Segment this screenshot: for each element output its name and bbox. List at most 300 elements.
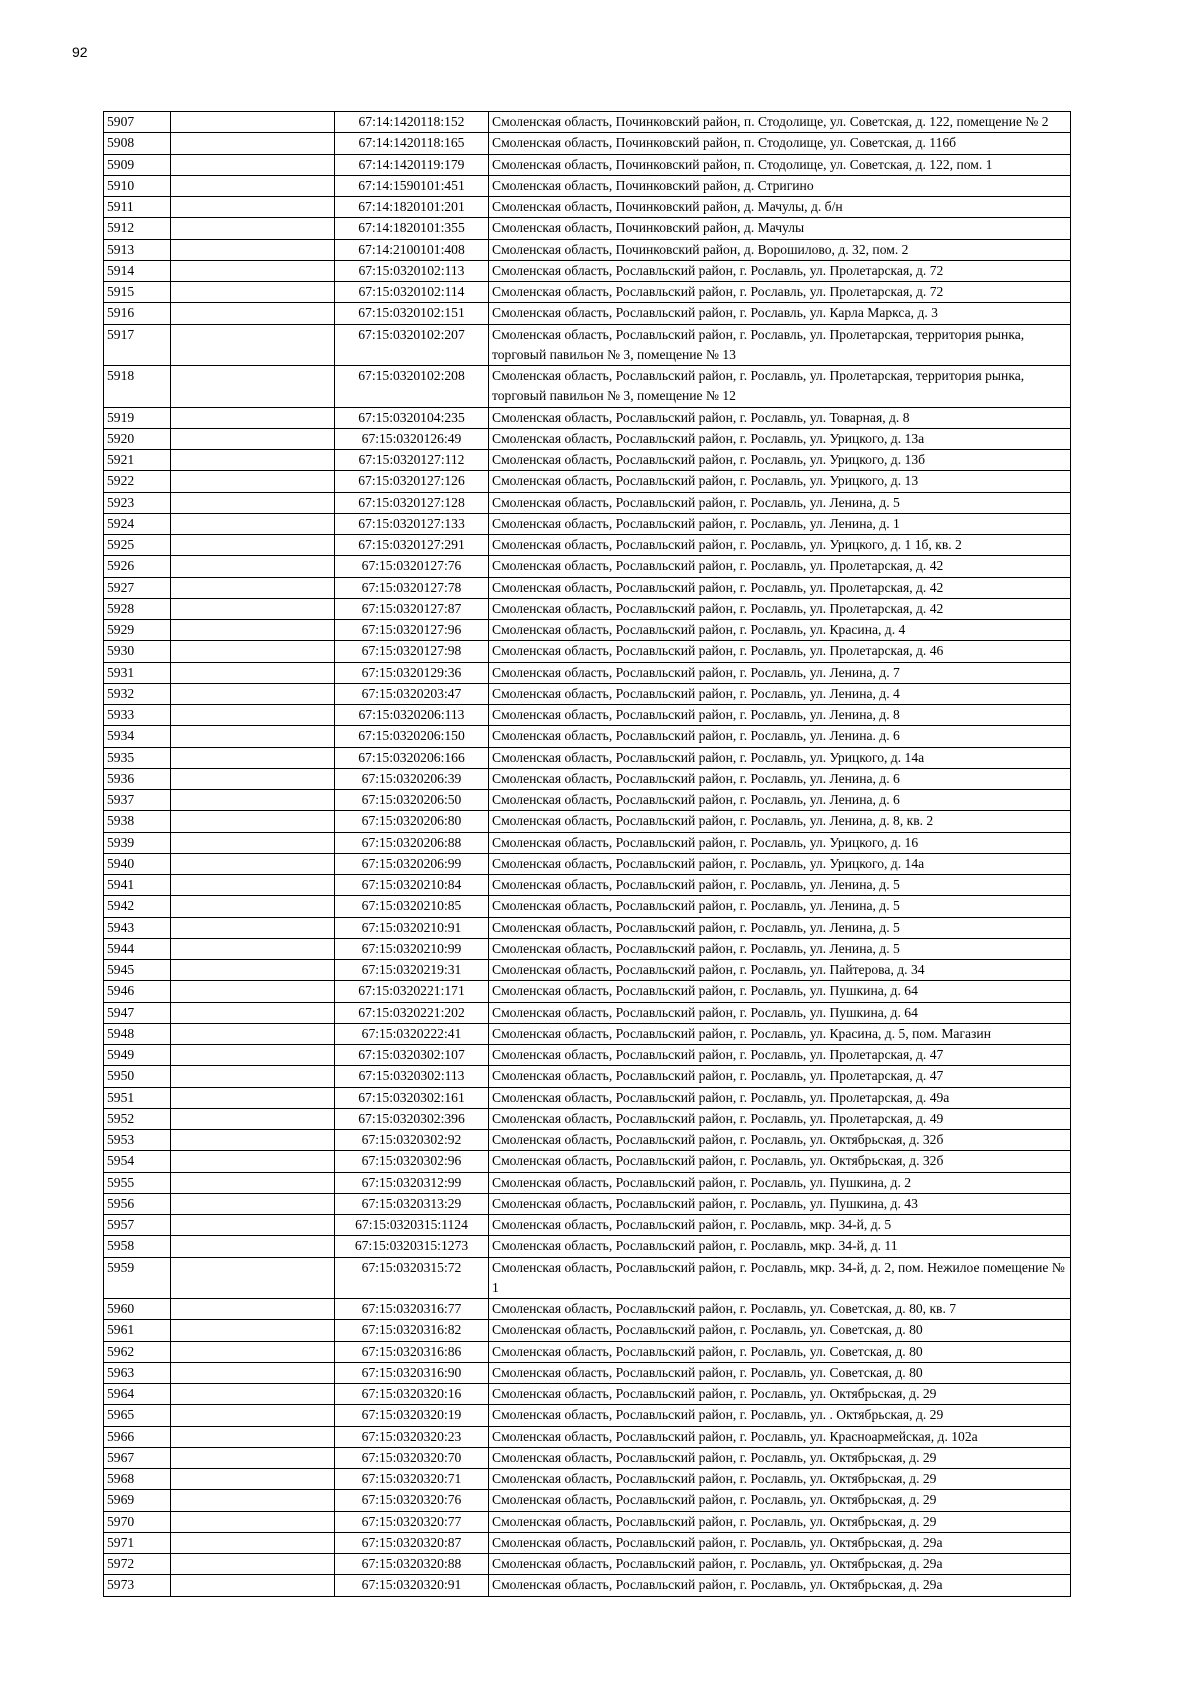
empty-cell (171, 175, 335, 196)
cadastral-number-cell: 67:15:0320206:150 (335, 726, 489, 747)
address-cell: Смоленская область, Рославльский район, г. Рославль, ул. Советская, д. 80, кв. 7 (489, 1299, 1071, 1320)
table-row (104, 1130, 1071, 1151)
table-row (104, 1405, 1071, 1426)
row-number-cell: 5928 (104, 598, 171, 619)
table-row (104, 1320, 1071, 1341)
empty-cell (171, 1236, 335, 1257)
cadastral-number-cell: 67:15:0320313:29 (335, 1193, 489, 1214)
table-row (104, 726, 1071, 747)
address-cell: Смоленская область, Рославльский район, г. Рославль, ул. Пушкина, д. 2 (489, 1172, 1071, 1193)
table-row (104, 535, 1071, 556)
table-row (104, 1511, 1071, 1532)
address-cell: Смоленская область, Рославльский район, г. Рославль, ул. Товарная, д. 8 (489, 407, 1071, 428)
cadastral-number-cell: 67:14:1420118:152 (335, 112, 489, 133)
table-row (104, 239, 1071, 260)
table-row (104, 1066, 1071, 1087)
table-row (104, 832, 1071, 853)
empty-cell (171, 1341, 335, 1362)
empty-cell (171, 1045, 335, 1066)
address-cell: Смоленская область, Рославльский район, г. Рославль, ул. Пролетарская, д. 42 (489, 556, 1071, 577)
row-number-cell: 5925 (104, 535, 171, 556)
address-cell: Смоленская область, Рославльский район, г. Рославль, ул. . Октябрьская, д. 29 (489, 1405, 1071, 1426)
row-number-cell: 5945 (104, 960, 171, 981)
address-cell: Смоленская область, Рославльский район, г. Рославль, ул. Октябрьская, д. 29а (489, 1554, 1071, 1575)
empty-cell (171, 450, 335, 471)
row-number-cell: 5960 (104, 1299, 171, 1320)
empty-cell (171, 768, 335, 789)
table-row (104, 471, 1071, 492)
address-cell: Смоленская область, Рославльский район, г. Рославль, ул. Октябрьская, д. 29а (489, 1575, 1071, 1596)
table-row (104, 112, 1071, 133)
cadastral-number-cell: 67:15:0320210:84 (335, 875, 489, 896)
row-number-cell: 5973 (104, 1575, 171, 1596)
row-number-cell: 5932 (104, 683, 171, 704)
table-row (104, 450, 1071, 471)
table-row (104, 1215, 1071, 1236)
table-row (104, 407, 1071, 428)
row-number-cell: 5930 (104, 641, 171, 662)
empty-cell (171, 1362, 335, 1383)
table-row (104, 1087, 1071, 1108)
row-number-cell: 5929 (104, 620, 171, 641)
cadastral-number-cell: 67:15:0320206:166 (335, 747, 489, 768)
row-number-cell: 5935 (104, 747, 171, 768)
empty-cell (171, 1130, 335, 1151)
table-row (104, 1341, 1071, 1362)
table-row (104, 1257, 1071, 1299)
cadastral-number-cell: 67:15:0320221:202 (335, 1002, 489, 1023)
row-number-cell: 5927 (104, 577, 171, 598)
table-row (104, 1447, 1071, 1468)
empty-cell (171, 1384, 335, 1405)
empty-cell (171, 1575, 335, 1596)
address-cell: Смоленская область, Починковский район, д. Мачулы, д. б/н (489, 197, 1071, 218)
address-cell: Смоленская область, Рославльский район, г. Рославль, ул. Октябрьская, д. 29 (489, 1511, 1071, 1532)
address-cell: Смоленская область, Рославльский район, г. Рославль, ул. Пролетарская, д. 72 (489, 260, 1071, 281)
cadastral-number-cell: 67:15:0320129:36 (335, 662, 489, 683)
address-cell: Смоленская область, Рославльский район, г. Рославль, ул. Урицкого, д. 13б (489, 450, 1071, 471)
cadastral-number-cell: 67:15:0320302:92 (335, 1130, 489, 1151)
address-cell: Смоленская область, Рославльский район, г. Рославль, ул. Ленина, д. 5 (489, 938, 1071, 959)
address-cell: Смоленская область, Рославльский район, г. Рославль, ул. Ленина, д. 5 (489, 492, 1071, 513)
row-number-cell: 5924 (104, 513, 171, 534)
cadastral-number-cell: 67:15:0320302:396 (335, 1108, 489, 1129)
address-cell: Смоленская область, Рославльский район, г. Рославль, ул. Пролетарская, д. 42 (489, 577, 1071, 598)
row-number-cell: 5967 (104, 1447, 171, 1468)
row-number-cell: 5953 (104, 1130, 171, 1151)
empty-cell (171, 1087, 335, 1108)
row-number-cell: 5931 (104, 662, 171, 683)
empty-cell (171, 1490, 335, 1511)
table-row (104, 662, 1071, 683)
cadastral-number-cell: 67:15:0320320:19 (335, 1405, 489, 1426)
row-number-cell: 5921 (104, 450, 171, 471)
address-cell: Смоленская область, Рославльский район, г. Рославль, мкр. 34-й, д. 11 (489, 1236, 1071, 1257)
empty-cell (171, 407, 335, 428)
address-cell: Смоленская область, Починковский район, д. Ворошилово, д. 32, пом. 2 (489, 239, 1071, 260)
row-number-cell: 5908 (104, 133, 171, 154)
cadastral-number-cell: 67:15:0320320:88 (335, 1554, 489, 1575)
table-row (104, 513, 1071, 534)
table-row (104, 1532, 1071, 1553)
address-cell: Смоленская область, Рославльский район, г. Рославль, ул. Пролетарская, д. 49 (489, 1108, 1071, 1129)
table-row (104, 577, 1071, 598)
table-row (104, 790, 1071, 811)
address-cell: Смоленская область, Починковский район, п. Стодолище, ул. Советская, д. 116б (489, 133, 1071, 154)
table-row (104, 705, 1071, 726)
table-row (104, 1108, 1071, 1129)
empty-cell (171, 1299, 335, 1320)
address-cell: Смоленская область, Рославльский район, г. Рославль, ул. Октябрьская, д. 29а (489, 1532, 1071, 1553)
empty-cell (171, 662, 335, 683)
table-row (104, 1172, 1071, 1193)
empty-cell (171, 1426, 335, 1447)
empty-cell (171, 513, 335, 534)
cadastral-number-cell: 67:15:0320302:113 (335, 1066, 489, 1087)
empty-cell (171, 1108, 335, 1129)
row-number-cell: 5942 (104, 896, 171, 917)
empty-cell (171, 556, 335, 577)
empty-cell (171, 1193, 335, 1214)
table-row (104, 556, 1071, 577)
table-row (104, 324, 1071, 366)
cadastral-number-cell: 67:15:0320206:39 (335, 768, 489, 789)
empty-cell (171, 598, 335, 619)
row-number-cell: 5959 (104, 1257, 171, 1299)
empty-cell (171, 960, 335, 981)
cadastral-number-cell: 67:15:0320320:77 (335, 1511, 489, 1532)
empty-cell (171, 428, 335, 449)
cadastral-number-cell: 67:15:0320102:113 (335, 260, 489, 281)
table-row (104, 197, 1071, 218)
empty-cell (171, 218, 335, 239)
empty-cell (171, 726, 335, 747)
address-cell: Смоленская область, Рославльский район, г. Рославль, мкр. 34-й, д. 5 (489, 1215, 1071, 1236)
address-cell: Смоленская область, Починковский район, п. Стодолище, ул. Советская, д. 122, пом. 1 (489, 154, 1071, 175)
row-number-cell: 5911 (104, 197, 171, 218)
table-row (104, 282, 1071, 303)
address-cell: Смоленская область, Рославльский район, г. Рославль, ул. Урицкого, д. 14а (489, 853, 1071, 874)
address-cell: Смоленская область, Рославльский район, г. Рославль, ул. Октябрьская, д. 32б (489, 1151, 1071, 1172)
row-number-cell: 5914 (104, 260, 171, 281)
cadastral-number-cell: 67:15:0320206:50 (335, 790, 489, 811)
empty-cell (171, 1405, 335, 1426)
row-number-cell: 5957 (104, 1215, 171, 1236)
row-number-cell: 5940 (104, 853, 171, 874)
address-cell: Смоленская область, Рославльский район, г. Рославль, ул. Ленина, д. 1 (489, 513, 1071, 534)
cadastral-number-cell: 67:15:0320127:98 (335, 641, 489, 662)
empty-cell (171, 133, 335, 154)
empty-cell (171, 1532, 335, 1553)
cadastral-number-cell: 67:14:2100101:408 (335, 239, 489, 260)
row-number-cell: 5948 (104, 1023, 171, 1044)
row-number-cell: 5934 (104, 726, 171, 747)
table-row (104, 1002, 1071, 1023)
table-row (104, 598, 1071, 619)
table-row (104, 768, 1071, 789)
table-row (104, 683, 1071, 704)
address-cell: Смоленская область, Рославльский район, г. Рославль, ул. Октябрьская, д. 29 (489, 1490, 1071, 1511)
empty-cell (171, 1257, 335, 1299)
address-cell: Смоленская область, Рославльский район, г. Рославль, ул. Пайтерова, д. 34 (489, 960, 1071, 981)
empty-cell (171, 896, 335, 917)
row-number-cell: 5941 (104, 875, 171, 896)
table-row (104, 1469, 1071, 1490)
row-number-cell: 5926 (104, 556, 171, 577)
address-cell: Смоленская область, Рославльский район, г. Рославль, ул. Ленина, д. 8 (489, 705, 1071, 726)
table-row (104, 1045, 1071, 1066)
table-row (104, 875, 1071, 896)
row-number-cell: 5966 (104, 1426, 171, 1447)
cadastral-number-cell: 67:15:0320316:82 (335, 1320, 489, 1341)
empty-cell (171, 366, 335, 408)
cadastral-number-cell: 67:15:0320316:90 (335, 1362, 489, 1383)
row-number-cell: 5918 (104, 366, 171, 408)
address-cell: Смоленская область, Рославльский район, г. Рославль, ул. Ленина. д. 6 (489, 726, 1071, 747)
row-number-cell: 5970 (104, 1511, 171, 1532)
empty-cell (171, 875, 335, 896)
empty-cell (171, 917, 335, 938)
address-cell: Смоленская область, Рославльский район, г. Рославль, ул. Ленина, д. 4 (489, 683, 1071, 704)
address-cell: Смоленская область, Рославльский район, г. Рославль, ул. Урицкого, д. 1 1б, кв. 2 (489, 535, 1071, 556)
address-cell: Смоленская область, Рославльский район, г. Рославль, ул. Пушкина, д. 64 (489, 1002, 1071, 1023)
table-row (104, 1362, 1071, 1383)
empty-cell (171, 1469, 335, 1490)
address-cell: Смоленская область, Починковский район, д. Стригино (489, 175, 1071, 196)
empty-cell (171, 239, 335, 260)
cadastral-number-cell: 67:15:0320127:291 (335, 535, 489, 556)
page-number: 92 (72, 44, 88, 60)
registry-table (103, 111, 1071, 1597)
address-cell: Смоленская область, Рославльский район, г. Рославль, ул. Красина, д. 4 (489, 620, 1071, 641)
row-number-cell: 5919 (104, 407, 171, 428)
cadastral-number-cell: 67:15:0320320:76 (335, 1490, 489, 1511)
cadastral-number-cell: 67:15:0320203:47 (335, 683, 489, 704)
cadastral-number-cell: 67:15:0320127:96 (335, 620, 489, 641)
address-cell: Смоленская область, Рославльский район, г. Рославль, ул. Пролетарская, д. 72 (489, 282, 1071, 303)
cadastral-number-cell: 67:15:0320127:128 (335, 492, 489, 513)
cadastral-number-cell: 67:15:0320320:70 (335, 1447, 489, 1468)
empty-cell (171, 705, 335, 726)
row-number-cell: 5952 (104, 1108, 171, 1129)
empty-cell (171, 1023, 335, 1044)
row-number-cell: 5909 (104, 154, 171, 175)
empty-cell (171, 620, 335, 641)
empty-cell (171, 790, 335, 811)
address-cell: Смоленская область, Рославльский район, г. Рославль, ул. Красина, д. 5, пом. Магазин (489, 1023, 1071, 1044)
empty-cell (171, 1320, 335, 1341)
cadastral-number-cell: 67:15:0320315:1273 (335, 1236, 489, 1257)
table-row (104, 492, 1071, 513)
row-number-cell: 5962 (104, 1341, 171, 1362)
empty-cell (171, 260, 335, 281)
cadastral-number-cell: 67:14:1820101:355 (335, 218, 489, 239)
row-number-cell: 5913 (104, 239, 171, 260)
row-number-cell: 5950 (104, 1066, 171, 1087)
table-row (104, 218, 1071, 239)
row-number-cell: 5907 (104, 112, 171, 133)
row-number-cell: 5958 (104, 1236, 171, 1257)
cadastral-number-cell: 67:15:0320320:23 (335, 1426, 489, 1447)
cadastral-number-cell: 67:15:0320127:78 (335, 577, 489, 598)
row-number-cell: 5936 (104, 768, 171, 789)
empty-cell (171, 1151, 335, 1172)
table-row (104, 260, 1071, 281)
empty-cell (171, 471, 335, 492)
row-number-cell: 5916 (104, 303, 171, 324)
empty-cell (171, 853, 335, 874)
address-cell: Смоленская область, Починковский район, п. Стодолище, ул. Советская, д. 122, помещение № 2 (489, 112, 1071, 133)
cadastral-number-cell: 67:15:0320320:71 (335, 1469, 489, 1490)
table-row (104, 917, 1071, 938)
address-cell: Смоленская область, Рославльский район, г. Рославль, ул. Пролетарская, д. 42 (489, 598, 1071, 619)
cadastral-number-cell: 67:15:0320102:207 (335, 324, 489, 366)
cadastral-number-cell: 67:15:0320210:99 (335, 938, 489, 959)
cadastral-number-cell: 67:15:0320102:208 (335, 366, 489, 408)
address-cell: Смоленская область, Рославльский район, г. Рославль, ул. Октябрьская, д. 29 (489, 1447, 1071, 1468)
cadastral-number-cell: 67:15:0320320:87 (335, 1532, 489, 1553)
address-cell: Смоленская область, Рославльский район, г. Рославль, ул. Ленина, д. 6 (489, 790, 1071, 811)
address-cell: Смоленская область, Рославльский район, г. Рославль, ул. Советская, д. 80 (489, 1341, 1071, 1362)
address-cell: Смоленская область, Рославльский район, г. Рославль, ул. Пролетарская, территория рынка, торговый павильон № 3, помещение № 13 (489, 324, 1071, 366)
address-cell: Смоленская область, Рославльский район, г. Рославль, ул. Карла Маркса, д. 3 (489, 303, 1071, 324)
empty-cell (171, 535, 335, 556)
table-row (104, 896, 1071, 917)
empty-cell (171, 324, 335, 366)
empty-cell (171, 282, 335, 303)
table-row (104, 175, 1071, 196)
cadastral-number-cell: 67:15:0320302:107 (335, 1045, 489, 1066)
table-row (104, 133, 1071, 154)
row-number-cell: 5951 (104, 1087, 171, 1108)
empty-cell (171, 747, 335, 768)
address-cell: Смоленская область, Рославльский район, г. Рославль, ул. Ленина, д. 5 (489, 875, 1071, 896)
row-number-cell: 5949 (104, 1045, 171, 1066)
cadastral-number-cell: 67:15:0320127:76 (335, 556, 489, 577)
address-cell: Смоленская область, Рославльский район, г. Рославль, ул. Пушкина, д. 43 (489, 1193, 1071, 1214)
address-cell: Смоленская область, Рославльский район, г. Рославль, ул. Октябрьская, д. 29 (489, 1469, 1071, 1490)
empty-cell (171, 577, 335, 598)
table-row (104, 1490, 1071, 1511)
table-row (104, 1554, 1071, 1575)
address-cell: Смоленская область, Рославльский район, г. Рославль, ул. Пролетарская, д. 49а (489, 1087, 1071, 1108)
table-row (104, 938, 1071, 959)
table-row (104, 1299, 1071, 1320)
row-number-cell: 5972 (104, 1554, 171, 1575)
empty-cell (171, 1002, 335, 1023)
row-number-cell: 5923 (104, 492, 171, 513)
address-cell: Смоленская область, Рославльский район, г. Рославль, ул. Октябрьская, д. 32б (489, 1130, 1071, 1151)
table-row (104, 1023, 1071, 1044)
address-cell: Смоленская область, Рославльский район, г. Рославль, мкр. 34-й, д. 2, пом. Нежилое помещение № 1 (489, 1257, 1071, 1299)
row-number-cell: 5965 (104, 1405, 171, 1426)
empty-cell (171, 832, 335, 853)
row-number-cell: 5915 (104, 282, 171, 303)
row-number-cell: 5944 (104, 938, 171, 959)
cadastral-number-cell: 67:15:0320127:126 (335, 471, 489, 492)
address-cell: Смоленская область, Рославльский район, г. Рославль, ул. Ленина, д. 5 (489, 896, 1071, 917)
row-number-cell: 5956 (104, 1193, 171, 1214)
empty-cell (171, 683, 335, 704)
table-row (104, 154, 1071, 175)
row-number-cell: 5947 (104, 1002, 171, 1023)
table-row (104, 366, 1071, 408)
cadastral-number-cell: 67:15:0320320:91 (335, 1575, 489, 1596)
empty-cell (171, 1447, 335, 1468)
address-cell: Смоленская область, Рославльский район, г. Рославль, ул. Урицкого, д. 16 (489, 832, 1071, 853)
address-cell: Смоленская область, Рославльский район, г. Рославль, ул. Советская, д. 80 (489, 1320, 1071, 1341)
row-number-cell: 5961 (104, 1320, 171, 1341)
address-cell: Смоленская область, Починковский район, д. Мачулы (489, 218, 1071, 239)
row-number-cell: 5955 (104, 1172, 171, 1193)
cadastral-number-cell: 67:15:0320126:49 (335, 428, 489, 449)
address-cell: Смоленская область, Рославльский район, г. Рославль, ул. Пушкина, д. 64 (489, 981, 1071, 1002)
row-number-cell: 5964 (104, 1384, 171, 1405)
empty-cell (171, 197, 335, 218)
cadastral-number-cell: 67:15:0320102:114 (335, 282, 489, 303)
address-cell: Смоленская область, Рославльский район, г. Рославль, ул. Пролетарская, д. 47 (489, 1045, 1071, 1066)
cadastral-number-cell: 67:15:0320222:41 (335, 1023, 489, 1044)
address-cell: Смоленская область, Рославльский район, г. Рославль, ул. Советская, д. 80 (489, 1362, 1071, 1383)
empty-cell (171, 811, 335, 832)
row-number-cell: 5954 (104, 1151, 171, 1172)
empty-cell (171, 492, 335, 513)
row-number-cell: 5939 (104, 832, 171, 853)
table-row (104, 1575, 1071, 1596)
empty-cell (171, 1066, 335, 1087)
cadastral-number-cell: 67:15:0320206:88 (335, 832, 489, 853)
row-number-cell: 5917 (104, 324, 171, 366)
row-number-cell: 5968 (104, 1469, 171, 1490)
address-cell: Смоленская область, Рославльский район, г. Рославль, ул. Ленина, д. 7 (489, 662, 1071, 683)
cadastral-number-cell: 67:15:0320127:87 (335, 598, 489, 619)
row-number-cell: 5922 (104, 471, 171, 492)
row-number-cell: 5937 (104, 790, 171, 811)
table-row (104, 960, 1071, 981)
row-number-cell: 5920 (104, 428, 171, 449)
empty-cell (171, 1215, 335, 1236)
cadastral-number-cell: 67:15:0320302:161 (335, 1087, 489, 1108)
empty-cell (171, 1172, 335, 1193)
address-cell: Смоленская область, Рославльский район, г. Рославль, ул. Ленина, д. 8, кв. 2 (489, 811, 1071, 832)
row-number-cell: 5910 (104, 175, 171, 196)
cadastral-number-cell: 67:15:0320210:91 (335, 917, 489, 938)
table-row (104, 303, 1071, 324)
cadastral-number-cell: 67:14:1420119:179 (335, 154, 489, 175)
cadastral-number-cell: 67:15:0320315:72 (335, 1257, 489, 1299)
row-number-cell: 5971 (104, 1532, 171, 1553)
row-number-cell: 5933 (104, 705, 171, 726)
table-row (104, 1426, 1071, 1447)
cadastral-number-cell: 67:15:0320102:151 (335, 303, 489, 324)
table-row (104, 981, 1071, 1002)
cadastral-number-cell: 67:15:0320206:80 (335, 811, 489, 832)
table-row (104, 811, 1071, 832)
cadastral-number-cell: 67:15:0320312:99 (335, 1172, 489, 1193)
cadastral-number-cell: 67:14:1590101:451 (335, 175, 489, 196)
cadastral-number-cell: 67:15:0320206:113 (335, 705, 489, 726)
table-row (104, 1236, 1071, 1257)
cadastral-number-cell: 67:15:0320316:86 (335, 1341, 489, 1362)
empty-cell (171, 641, 335, 662)
address-cell: Смоленская область, Рославльский район, г. Рославль, ул. Пролетарская, территория рынка, торговый павильон № 3, помещение № 12 (489, 366, 1071, 408)
cadastral-number-cell: 67:15:0320221:171 (335, 981, 489, 1002)
row-number-cell: 5912 (104, 218, 171, 239)
address-cell: Смоленская область, Рославльский район, г. Рославль, ул. Красноармейская, д. 102а (489, 1426, 1071, 1447)
address-cell: Смоленская область, Рославльский район, г. Рославль, ул. Урицкого, д. 14а (489, 747, 1071, 768)
cadastral-number-cell: 67:15:0320320:16 (335, 1384, 489, 1405)
empty-cell (171, 938, 335, 959)
